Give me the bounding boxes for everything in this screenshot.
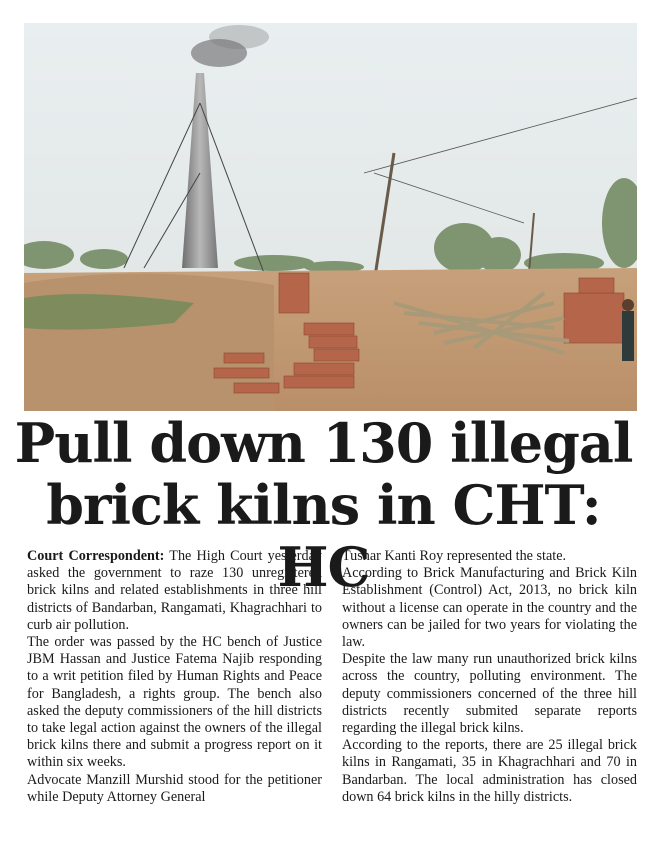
article-paragraph: According to the reports, there are 25 illegal brick kilns in Rangamati, 35 in Khagrachhari and 70 in Bandarban. The local administration has closed down 64 brick kilns in the hilly districts. — [342, 737, 637, 805]
article-column-1 — [27, 548, 322, 866]
article-paragraph: The order was passed by the HC bench of Justice JBM Hassan and Justice Fatema Najib responding to a writ petition filed by Human Rights and Peace for Bangladesh, a rights group. The bench also asked the deputy commissioners of the hill districts to take legal action against the owners of the illegal brick kilns there and submit a progress report on it within six weeks. — [27, 634, 322, 771]
article-paragraph: Advocate Manzill Murshid stood for the petitioner while Deputy Attorney General — [27, 771, 322, 805]
article-paragraph — [27, 548, 322, 634]
article-paragraph: Despite the law many run unauthorized brick kilns across the country, polluting environment. The deputy commissioners concerned of the three hill districts recently submited separate reports regarding the illegal brick kilns. — [342, 651, 637, 737]
lead-text: The High Court yesterday asked the government to raze 130 unregistered brick kilns and related establishments in three hill districts of Bandarban, Rangamati, Khagrachhari to curb air pollution. — [27, 548, 322, 633]
headline-line-1: Pull down 130 illegal — [14, 411, 633, 475]
brick-kiln-photo — [24, 23, 637, 411]
headline-line-2: brick kilns in CHT: HC — [46, 473, 601, 599]
news-photo — [24, 23, 637, 411]
article-paragraph: Tushar Kanti Roy represented the state. — [342, 548, 567, 564]
article-body — [27, 548, 637, 866]
byline: Court Correspondent: — [27, 548, 165, 564]
article-column-2 — [342, 548, 637, 866]
article-paragraph: According to Brick Manufacturing and Brick Kiln Establishment (Control) Act, 2013, no brick kiln without a license can operate in the country and the owners can be jailed for two years for violating the law. — [342, 565, 637, 651]
